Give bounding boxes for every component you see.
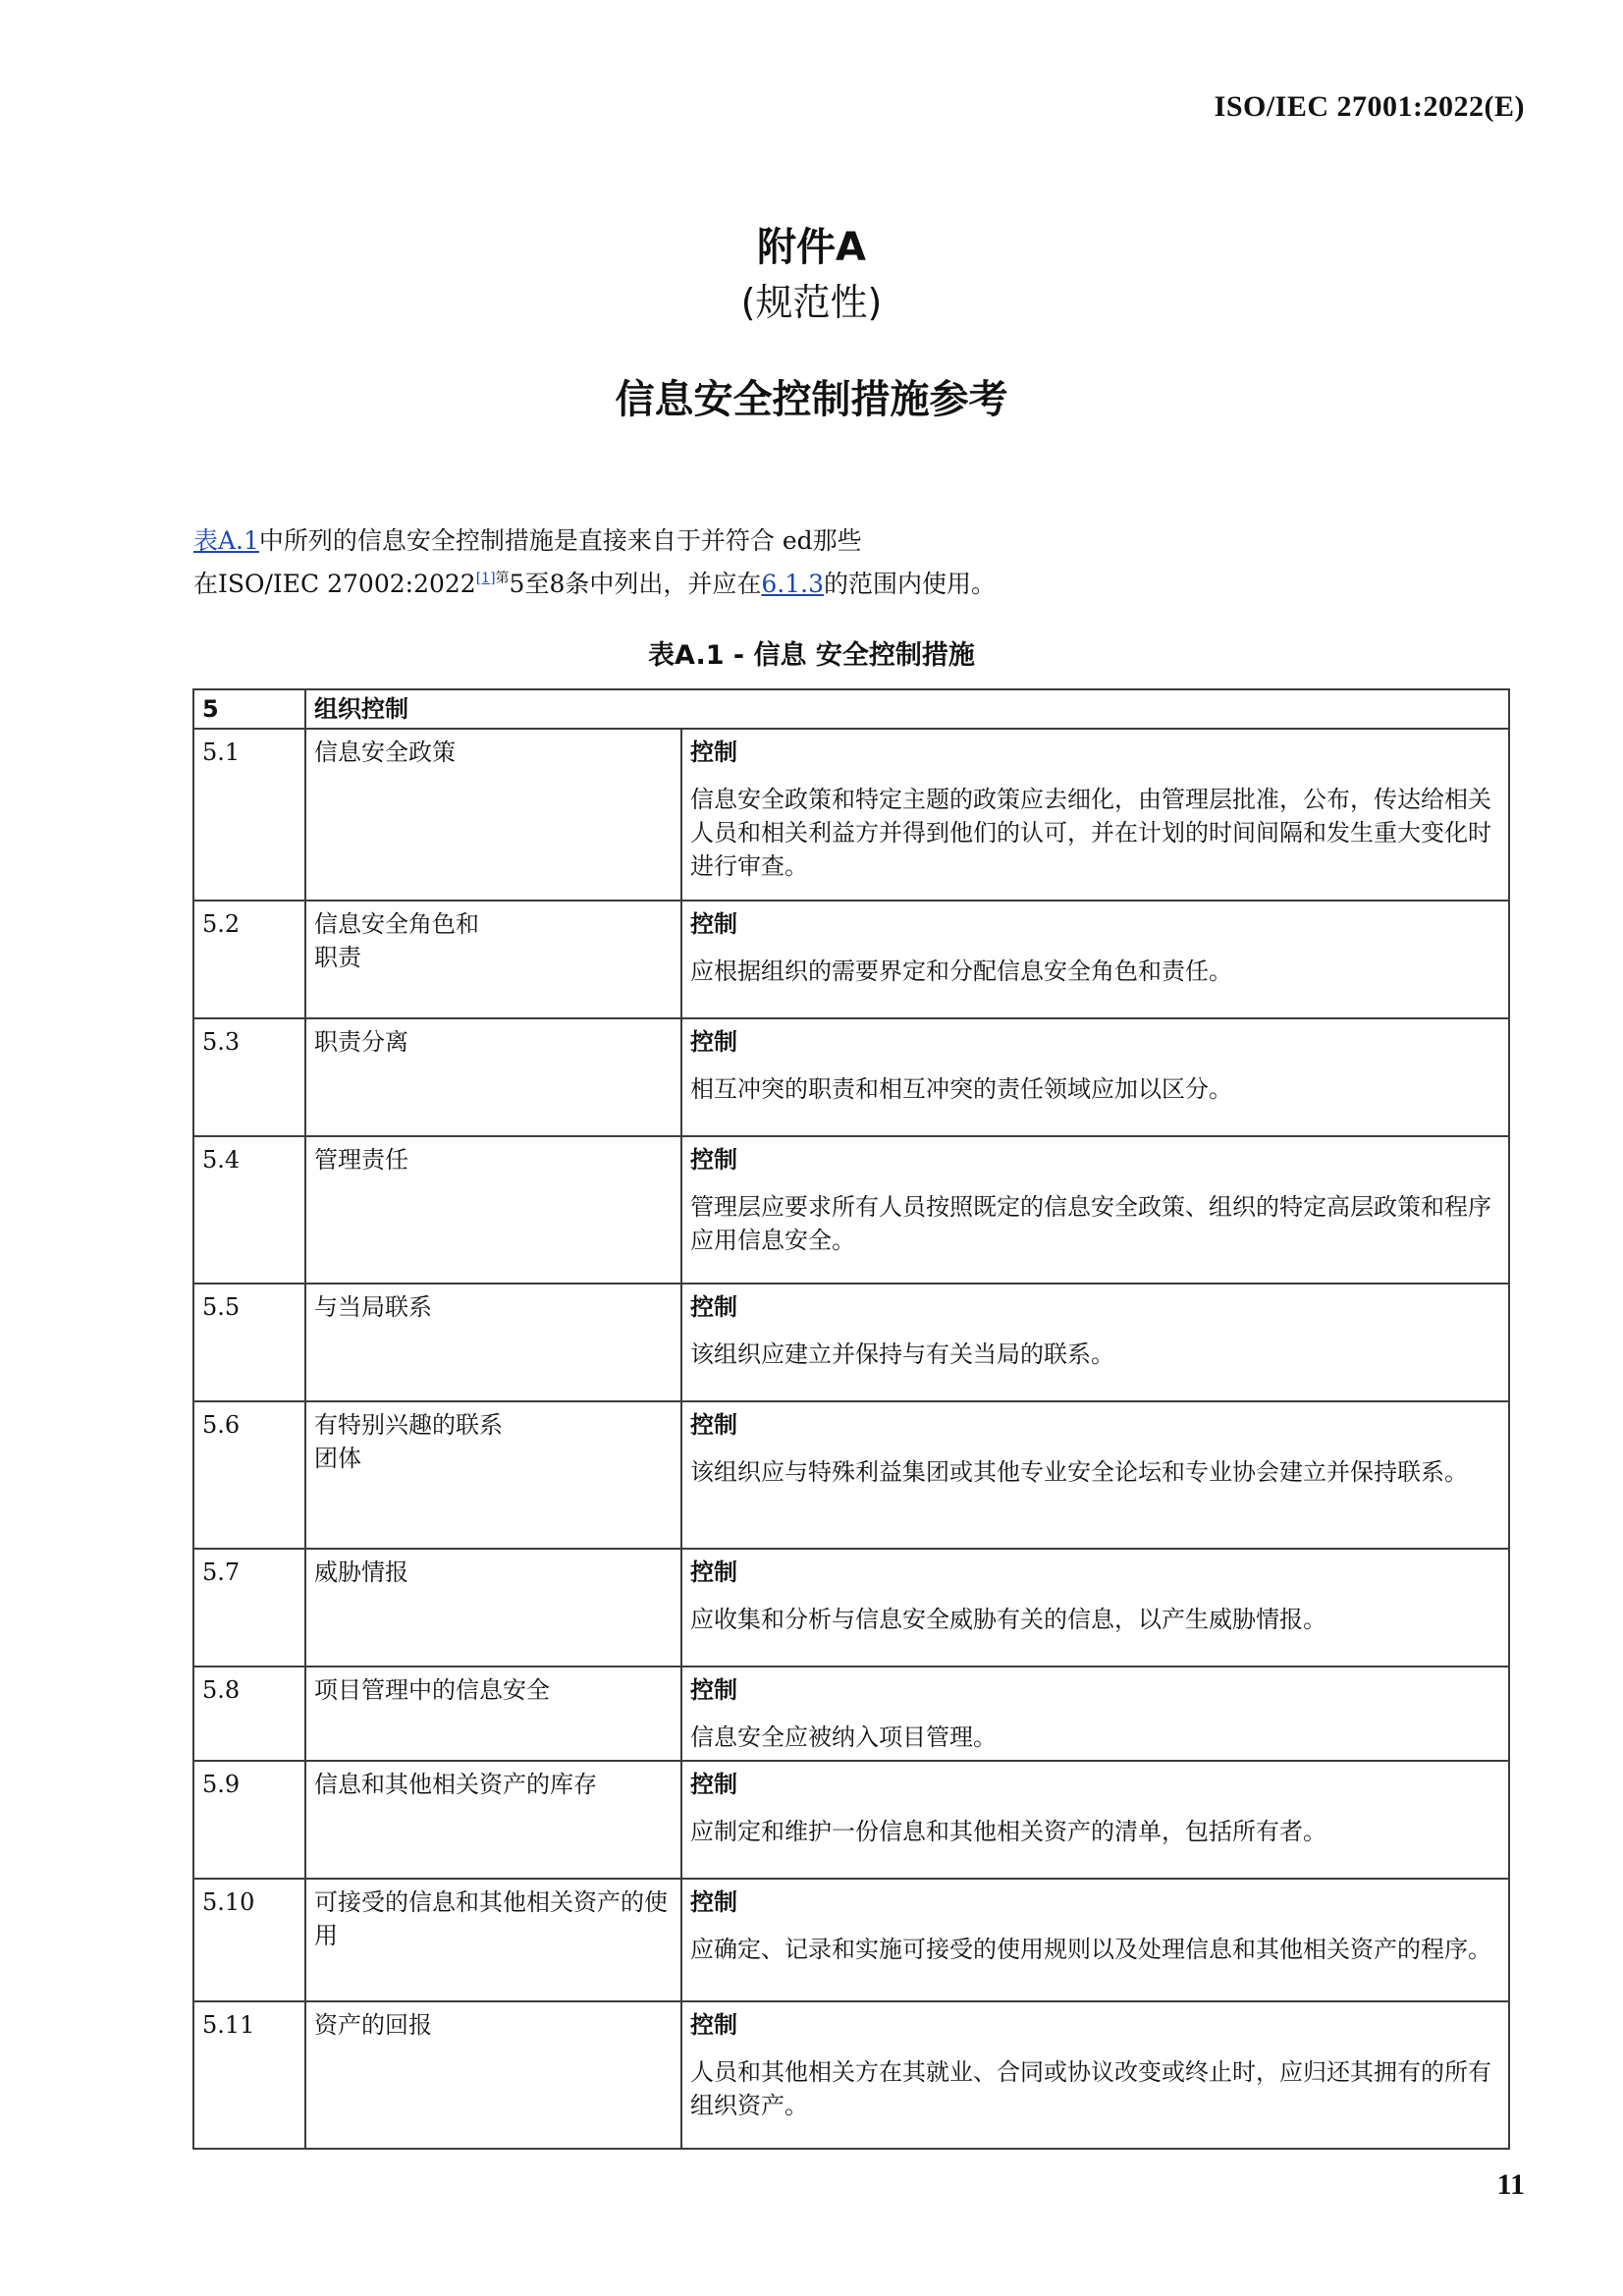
table-caption: 表A.1 - 信息 安全控制措施 (648, 640, 975, 671)
control-description: 该组织应建立并保持与有关当局的联系。 (690, 1340, 1114, 1368)
control-label: 控制 (690, 1028, 737, 1056)
control-name: 与当局联系 (305, 1284, 681, 1401)
intro-text-3: 5至8条中列出，并应在 (509, 570, 762, 598)
control-cell (681, 901, 1509, 1018)
control-description: 人员和其他相关方在其就业、合同或协议改变或终止时，应归还其拥有的所有组织资产。 (690, 2058, 1491, 2119)
control-label: 控制 (690, 1771, 737, 1798)
control-name: 管理责任 (305, 1136, 681, 1284)
control-id: 5.10 (193, 1879, 305, 2001)
control-id: 5.11 (193, 2001, 305, 2149)
table-row (193, 1136, 1509, 1284)
control-description: 应根据组织的需要界定和分配信息安全角色和责任。 (690, 957, 1232, 985)
intro-sup-text: 第 (495, 571, 510, 586)
control-label: 控制 (690, 738, 737, 766)
table-row (193, 2001, 1509, 2149)
standard-id-header: ISO/IEC 27001:2022(E) (1214, 90, 1525, 123)
control-id: 5.4 (193, 1136, 305, 1284)
control-id: 5.8 (193, 1667, 305, 1761)
table-row (193, 1667, 1509, 1761)
control-cell (681, 1018, 1509, 1136)
control-description: 应制定和维护一份信息和其他相关资产的清单，包括所有者。 (690, 1818, 1326, 1845)
table-row (193, 1018, 1509, 1136)
control-name-line-2: 职责 (314, 944, 361, 971)
control-id: 5.2 (193, 901, 305, 1018)
clause-6-1-3-link[interactable]: 6.1.3 (761, 570, 824, 598)
table-row (193, 1879, 1509, 2001)
annex-subtitle: (规范性) (740, 281, 883, 324)
intro-text-4: 的范围内使用。 (823, 570, 996, 598)
control-name (305, 1401, 681, 1549)
control-cell (681, 1761, 1509, 1879)
control-id: 5.5 (193, 1284, 305, 1401)
control-label: 控制 (690, 1146, 737, 1174)
control-name: 信息和其他相关资产的库存 (305, 1761, 681, 1879)
table-row (193, 729, 1509, 901)
annex-title: 附件A (757, 225, 866, 270)
table-row (193, 901, 1509, 1018)
control-id: 5.9 (193, 1761, 305, 1879)
control-label: 控制 (690, 1411, 737, 1439)
control-cell (681, 2001, 1509, 2149)
control-name: 资产的回报 (305, 2001, 681, 2149)
control-cell (681, 729, 1509, 901)
intro-text-1: 中所列的信息安全控制措施是直接来自于并符合 ed那些 (258, 526, 862, 555)
control-name-line-1: 有特别兴趣的联系 (314, 1411, 503, 1439)
control-id: 5.7 (193, 1549, 305, 1667)
control-label: 控制 (690, 2011, 737, 2039)
section-header-row (193, 689, 1509, 729)
control-description: 应确定、记录和实施可接受的使用规则以及处理信息和其他相关资产的程序。 (690, 1936, 1491, 1963)
control-id: 5.1 (193, 729, 305, 901)
page-number: 11 (1496, 2168, 1525, 2201)
section-id: 5 (193, 689, 305, 729)
table-row (193, 1761, 1509, 1879)
control-name-line-1: 信息安全角色和 (314, 910, 479, 938)
intro-paragraph (193, 522, 1431, 603)
control-description: 管理层应要求所有人员按照既定的信息安全政策、组织的特定高层政策和程序应用信息安全。 (690, 1193, 1491, 1254)
control-description: 应收集和分析与信息安全威胁有关的信息，以产生威胁情报。 (690, 1606, 1326, 1633)
control-label: 控制 (690, 1676, 737, 1704)
annex-heading: 信息安全控制措施参考 (615, 377, 1008, 422)
control-description: 相互冲突的职责和相互冲突的责任领域应加以区分。 (690, 1075, 1232, 1103)
control-name: 可接受的信息和其他相关资产的使用 (305, 1879, 681, 2001)
control-name (305, 901, 681, 1018)
control-cell (681, 1549, 1509, 1667)
control-cell (681, 1284, 1509, 1401)
control-cell (681, 1401, 1509, 1549)
section-title: 组织控制 (305, 689, 1509, 729)
control-cell (681, 1879, 1509, 2001)
control-id: 5.6 (193, 1401, 305, 1549)
control-cell (681, 1136, 1509, 1284)
table-row (193, 1549, 1509, 1667)
table-row (193, 1284, 1509, 1401)
table-a1-link[interactable]: 表A.1 (193, 526, 259, 555)
controls-table (192, 688, 1510, 2150)
control-description: 信息安全政策和特定主题的政策应去细化，由管理层批准，公布，传达给相关人员和相关利益方并得到他们的认可，并在计划的时间间隔和发生重大变化时进行审查。 (690, 786, 1491, 880)
control-label: 控制 (690, 1888, 737, 1916)
control-name-line-2: 团体 (314, 1445, 361, 1472)
control-description: 信息安全应被纳入项目管理。 (690, 1723, 997, 1751)
control-description: 该组织应与特殊利益集团或其他专业安全论坛和专业协会建立并保持联系。 (690, 1458, 1468, 1486)
table-row (193, 1401, 1509, 1549)
control-label: 控制 (690, 1293, 737, 1321)
control-name: 职责分离 (305, 1018, 681, 1136)
control-name: 项目管理中的信息安全 (305, 1667, 681, 1761)
control-label: 控制 (690, 910, 737, 938)
control-name: 威胁情报 (305, 1549, 681, 1667)
reference-link[interactable]: [1] (475, 571, 496, 586)
control-name: 信息安全政策 (305, 729, 681, 901)
control-cell (681, 1667, 1509, 1761)
intro-text-2: 在ISO/IEC 27002:2022 (193, 570, 476, 598)
control-label: 控制 (690, 1558, 737, 1586)
control-id: 5.3 (193, 1018, 305, 1136)
